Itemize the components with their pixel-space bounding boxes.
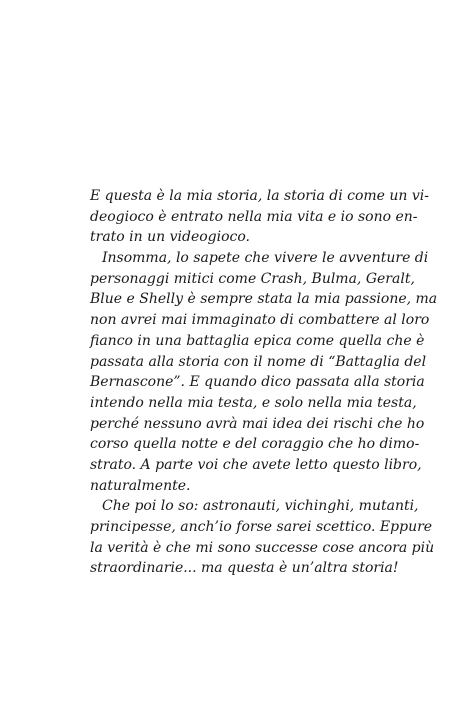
text-line: trato in un videogioco. (90, 229, 251, 246)
body-text (90, 186, 438, 579)
text-line: passata alla storia con il nome di “Battaglia del (90, 353, 427, 370)
text-line: Che poi lo so: astronauti, vichinghi, mutanti, (102, 498, 419, 515)
text-line: straordinarie... ma questa è un’altra storia! (90, 560, 399, 577)
text-line: Bernascone”. E quando dico passata alla storia (90, 374, 425, 391)
text-line: non avrei mai immaginato di combattere al loro (90, 312, 430, 329)
text-line: Insomma, lo sapete che vivere le avventure di (102, 250, 429, 267)
text-line: fianco in una battaglia epica come quella che è (90, 332, 425, 349)
text-line: Blue e Shelly è sempre stata la mia passione, ma (90, 291, 438, 308)
text-line: deogioco è entrato nella mia vita e io sono en- (90, 208, 418, 225)
text-line: intendo nella mia testa, e solo nella mia testa, (90, 394, 417, 411)
text-line: perché nessuno avrà mai idea dei rischi che ho (90, 415, 425, 432)
text-line: personaggi mitici come Crash, Bulma, Geralt, (90, 270, 415, 287)
text-line: strato. A parte voi che avete letto questo libro, (90, 456, 422, 473)
text-line: principesse, anch’io forse sarei scettico. Eppure (90, 519, 433, 535)
text-line: la verità è che mi sono successe cose ancora più (90, 539, 435, 556)
text-line: corso quella notte e del coraggio che ho dimo- (90, 436, 420, 453)
text-line: naturalmente. (90, 477, 191, 494)
text-line: E questa è la mia storia, la storia di come un vi- (90, 188, 430, 204)
